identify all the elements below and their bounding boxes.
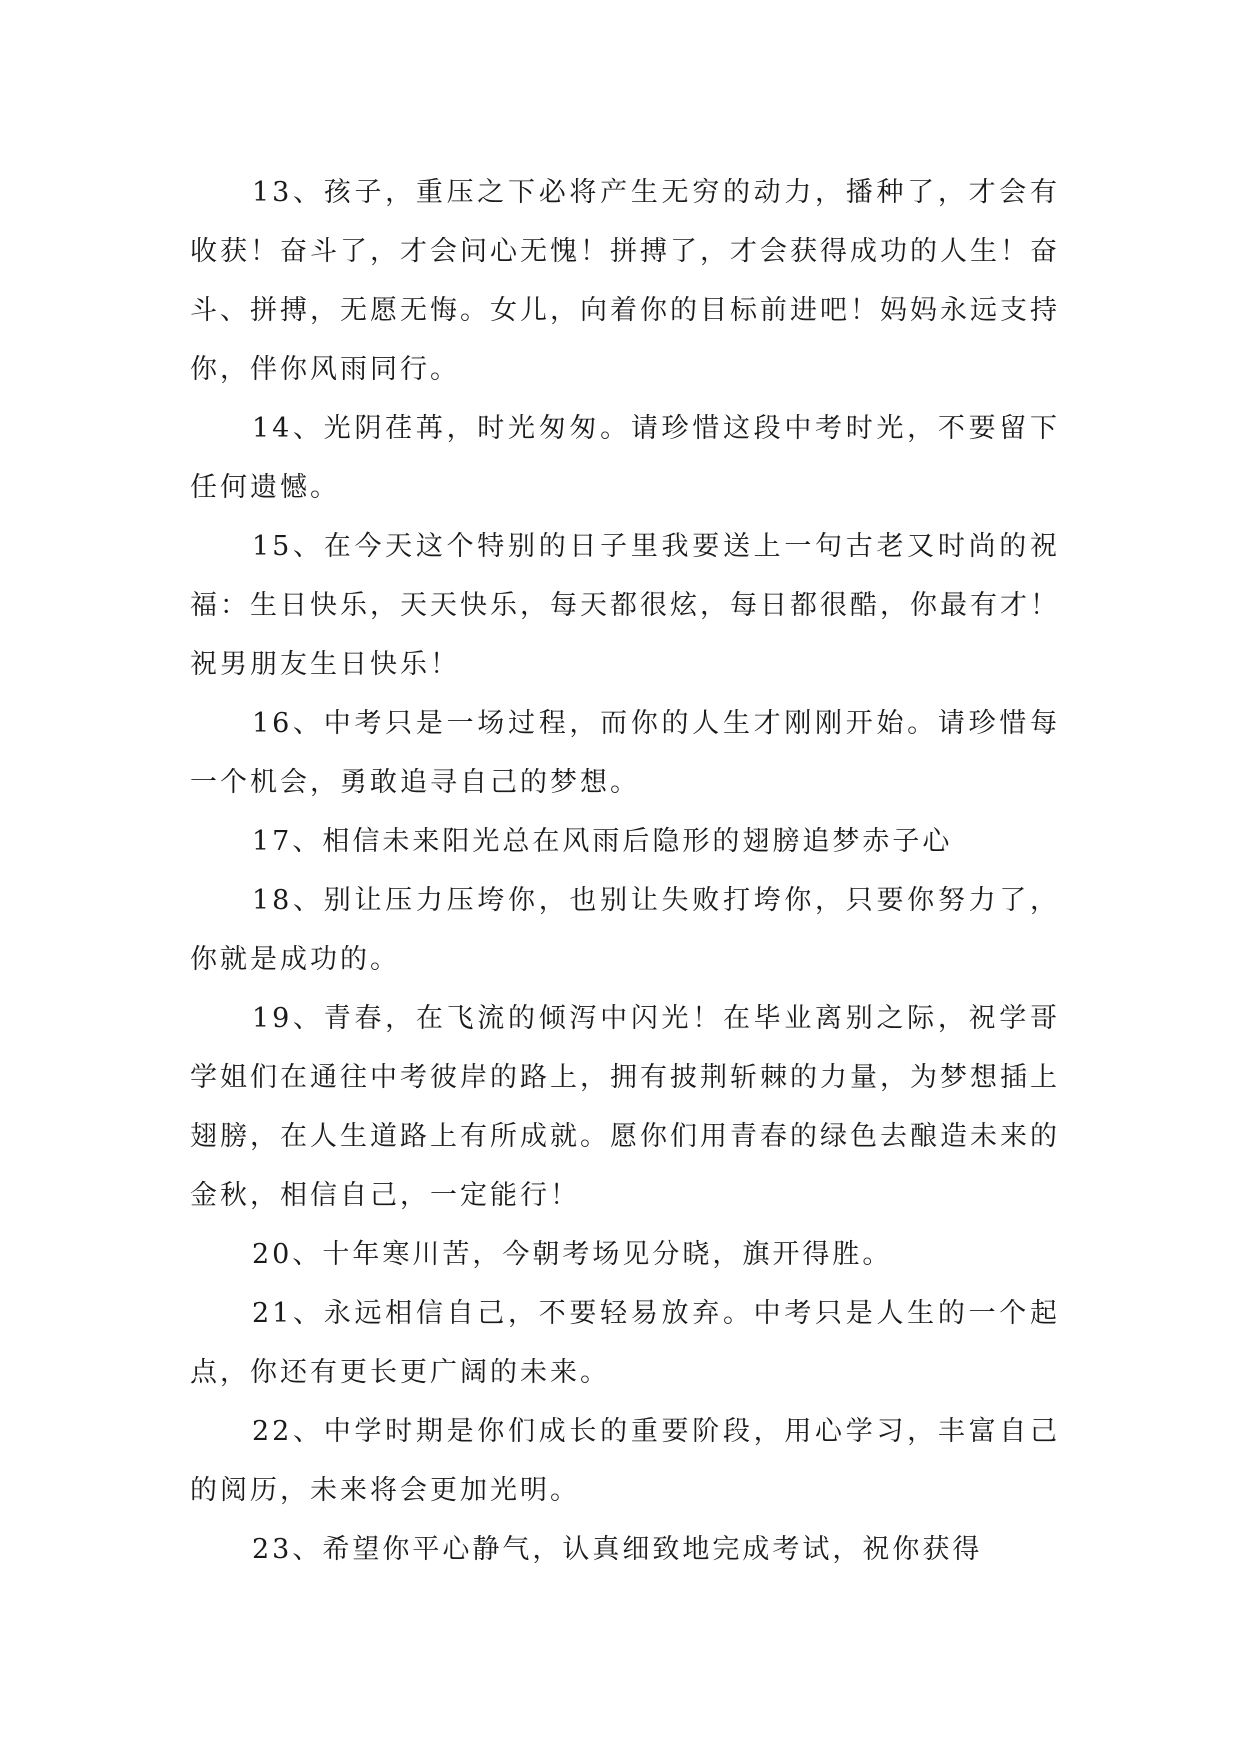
paragraph-19: 19、青春，在飞流的倾泻中闪光！在毕业离别之际，祝学哥学姐们在通往中考彼岸的路上，拥有披荆斩棘的力量，为梦想插上翅膀，在人生道路上有所成就。愿你们用青春的绿色去酿造未来的金秋，相信自己，一定能行！ — [190, 1003, 1060, 1211]
paragraph-13: 13、孩子，重压之下必将产生无穷的动力，播种了，才会有收获！奋斗了，才会问心无愧！拼搏了，才会获得成功的人生！奋斗、拼搏，无愿无悔。女儿，向着你的目标前进吧！妈妈永远支持你，伴你风雨同行。 — [190, 177, 1060, 385]
paragraph-18: 18、别让压力压垮你，也别让失败打垮你，只要你努力了，你就是成功的。 — [190, 885, 1060, 975]
paragraph-23: 23、希望你平心静气，认真细致地完成考试，祝你获得 — [252, 1534, 983, 1565]
paragraph-15: 15、在今天这个特别的日子里我要送上一句古老又时尚的祝福：生日快乐，天天快乐，每天都很炫，每日都很酷，你最有才！祝男朋友生日快乐！ — [190, 531, 1060, 680]
paragraph-20: 20、十年寒川苦，今朝考场见分晓，旗开得胜。 — [252, 1239, 893, 1270]
paragraph-16: 16、中考只是一场过程，而你的人生才刚刚开始。请珍惜每一个机会，勇敢追寻自己的梦想。 — [190, 708, 1060, 798]
paragraph-22: 22、中学时期是你们成长的重要阶段，用心学习，丰富自己的阅历，未来将会更加光明。 — [190, 1416, 1060, 1506]
document-page — [190, 163, 1060, 1579]
paragraph-21: 21、永远相信自己，不要轻易放弃。中考只是人生的一个起点，你还有更长更广阔的未来。 — [190, 1298, 1060, 1388]
paragraph-17: 17、相信未来阳光总在风雨后隐形的翅膀追梦赤子心 — [252, 826, 953, 857]
paragraph-14: 14、光阴荏苒，时光匆匆。请珍惜这段中考时光，不要留下任何遗憾。 — [190, 413, 1060, 503]
